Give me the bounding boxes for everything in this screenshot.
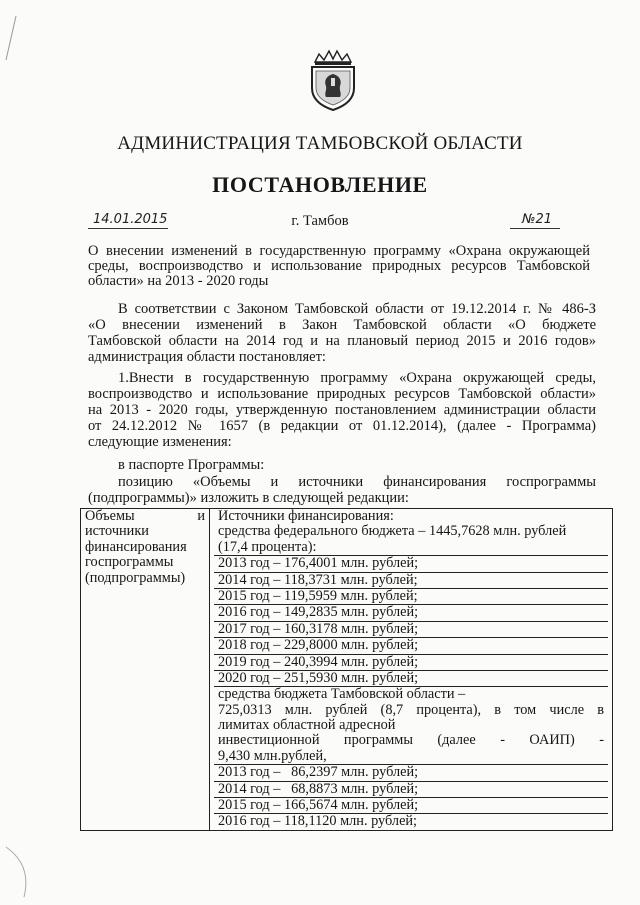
table-line: 2013 год – 86,2397 млн. рублей; xyxy=(214,765,608,781)
table-text: 725,0313 млн. рублей (8,7 процента), в том числе в xyxy=(218,701,604,718)
table-text: - xyxy=(599,732,604,749)
financing-table xyxy=(80,508,613,831)
coat-of-arms-icon xyxy=(306,48,360,112)
position-paragraph xyxy=(88,474,596,506)
clause-paragraph xyxy=(88,370,596,450)
table-line: 2018 год – 229,8000 млн. рублей; xyxy=(214,638,608,654)
table-text: - xyxy=(500,732,505,749)
table-line: средства бюджета Тамбовской области – xyxy=(218,686,466,703)
document-type: ПОСТАНОВЛЕНИЕ xyxy=(212,172,428,197)
paragraph-line: (подпрограммы)» изложить в следующей редакции: xyxy=(88,490,409,506)
handwritten-number: №21 xyxy=(522,212,553,227)
table-line: средства федерального бюджета – 1445,7628 млн. рублей xyxy=(218,523,567,540)
table-line: 2013 год – 176,4001 млн. рублей; xyxy=(214,556,608,572)
paragraph-line: позицию «Объемы и источники финансирования госпрограммы xyxy=(118,474,596,490)
paragraph-line: от 24.12.2012 № 1657 (в редакции от 01.12.2014), (далее - Программа) xyxy=(88,418,596,434)
table-line: 2016 год – 149,2835 млн. рублей; xyxy=(214,605,608,621)
left-cell-text: и xyxy=(197,508,205,524)
paragraph-line: 1.Внести в государственную программу «Охрана окружающей среды, xyxy=(118,370,596,386)
paragraph-line: следующие изменения: xyxy=(88,434,232,450)
table-line xyxy=(214,703,608,718)
table-right-cell xyxy=(210,509,613,831)
table-line: 2015 год – 166,5674 млн. рублей; xyxy=(214,798,608,814)
paragraph-line: «О внесении изменений в Закон Тамбовской области «О бюджете xyxy=(88,317,596,333)
table-text: ОАИП) xyxy=(529,732,575,749)
table-line: лимитах областной адресной xyxy=(218,717,396,734)
subject-line: среды, воспроизводство и использование природных ресурсов Тамбовской xyxy=(88,258,590,274)
table-line: (17,4 процента): xyxy=(214,540,608,556)
organization-title: АДМИНИСТРАЦИЯ ТАМБОВСКОЙ ОБЛАСТИ xyxy=(117,133,523,154)
paragraph-line: В соответствии с Законом Тамбовской области от 19.12.2014 г. № 486-З xyxy=(118,301,596,317)
left-cell-text: госпрограммы xyxy=(85,554,174,571)
table-text: программы xyxy=(343,732,413,749)
table-line: 2015 год – 119,5959 млн. рублей; xyxy=(214,589,608,605)
table-line: 2014 год – 68,8873 млн. рублей; xyxy=(214,782,608,798)
passport-line: в паспорте Программы: xyxy=(118,457,265,473)
document-subject xyxy=(88,244,590,289)
table-line: 9,430 млн.рублей, xyxy=(214,749,608,765)
table-left-cell xyxy=(81,509,210,831)
table-line: Источники финансирования: xyxy=(218,508,394,524)
scan-mark-icon xyxy=(2,14,22,64)
city-label: г. Тамбов xyxy=(291,213,349,229)
number-underline xyxy=(510,228,560,229)
paragraph-line: Тамбовской области на 2014 год и на плановый период 2015 и 2016 годов» xyxy=(88,333,596,349)
paragraph-line: на 2013 - 2020 годы, утвержденную постановлением администрации области xyxy=(88,402,596,418)
table-line: 2014 год – 118,3731 млн. рублей; xyxy=(214,573,608,589)
table-text: (далее xyxy=(437,732,476,749)
scan-mark-icon xyxy=(2,845,42,900)
table-row xyxy=(81,509,613,831)
subject-line: О внесении изменений в государственную программу «Охрана окружающей xyxy=(88,243,590,259)
paragraph-line: воспроизводство и использование природных ресурсов Тамбовской области» xyxy=(88,386,596,402)
table-line: 2019 год – 240,3994 млн. рублей; xyxy=(214,655,608,671)
paragraph-line: администрация области постановляет: xyxy=(88,349,326,365)
table-line xyxy=(214,733,608,748)
table-line: 2020 год – 251,5930 млн. рублей; xyxy=(214,671,608,687)
preamble-paragraph xyxy=(88,301,596,365)
left-cell-text: финансирования xyxy=(85,538,187,555)
table-line: 2016 год – 118,1120 млн. рублей; xyxy=(218,813,418,830)
subject-line: области» на 2013 - 2020 годы xyxy=(88,273,269,289)
table-text: инвестиционной xyxy=(218,732,320,749)
handwritten-date: 14.01.2015 xyxy=(93,212,168,227)
left-cell-text: источники xyxy=(85,523,149,540)
table-line: 2017 год – 160,3178 млн. рублей; xyxy=(214,622,608,638)
left-cell-text: Объемы xyxy=(85,508,135,524)
left-cell-text: (подпрограммы) xyxy=(85,569,186,586)
